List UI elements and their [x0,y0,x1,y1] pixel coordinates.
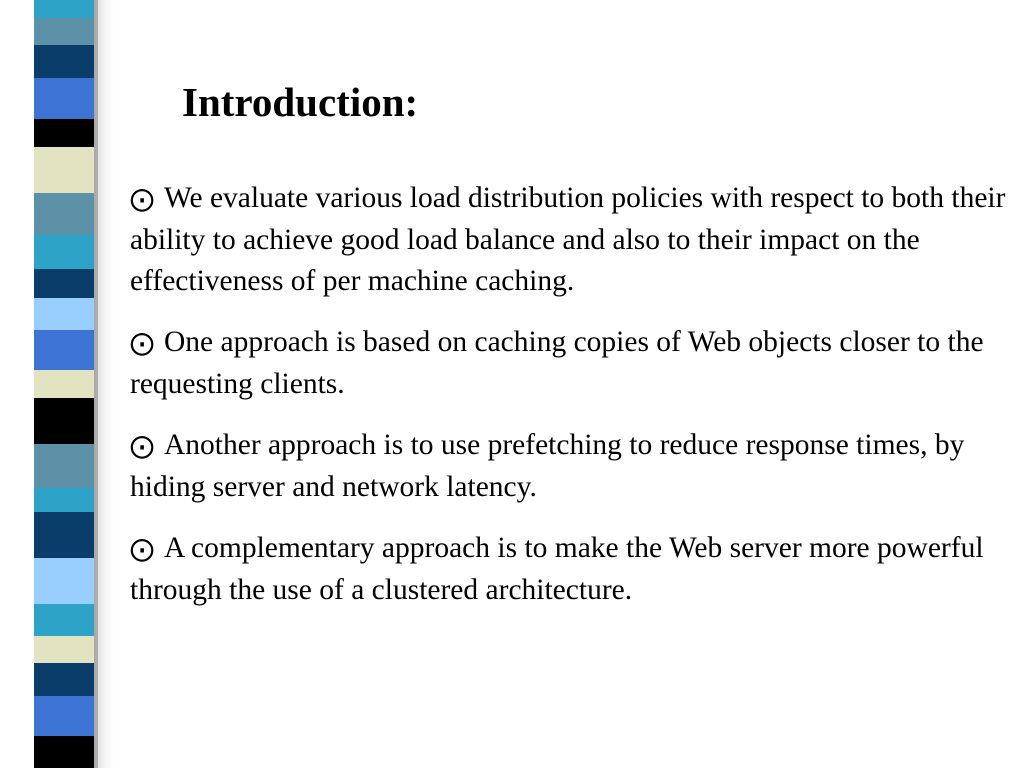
border-block [34,512,94,558]
border-block [34,330,94,370]
bullet-text: Another approach is to use prefetching to reduce response times, by hiding server and network latency. [130,429,965,503]
border-block [34,488,94,512]
bullet-item [130,425,1010,508]
circled-dot-icon: ⨀ [130,535,154,563]
border-block [34,78,94,119]
bullet-item [130,528,1010,611]
circled-dot-icon: ⨀ [130,432,154,460]
slide-title: Introduction: [182,79,419,125]
bullet-item [130,322,1010,405]
border-block [34,444,94,488]
bullet-text: We evaluate various load distribution policies with respect to both their ability to achieve good load balance and also to their impact on the effectiveness of per machine caching. [130,182,1006,297]
border-block [34,18,94,45]
border-block [34,663,94,696]
border-block [34,119,94,147]
border-edge [94,0,98,768]
circled-dot-icon: ⨀ [130,185,154,213]
decorative-left-border [34,0,98,768]
border-block [34,235,94,269]
border-block [34,398,94,444]
border-block [34,298,94,330]
border-block [34,636,94,663]
border-block [34,269,94,298]
bullet-list [130,178,1010,631]
border-block [34,604,94,636]
circled-dot-icon: ⨀ [130,329,154,357]
border-block [34,696,94,736]
border-block [34,0,94,18]
bullet-item [130,178,1010,302]
border-block [34,736,94,768]
bullet-text: A complementary approach is to make the Web server more powerful through the use of a clustered architecture. [130,532,984,606]
border-block [34,370,94,398]
border-block [34,147,94,193]
border-block [34,45,94,78]
border-block [34,558,94,604]
border-block [34,193,94,235]
bullet-text: One approach is based on caching copies of Web objects closer to the requesting clients. [130,326,984,400]
